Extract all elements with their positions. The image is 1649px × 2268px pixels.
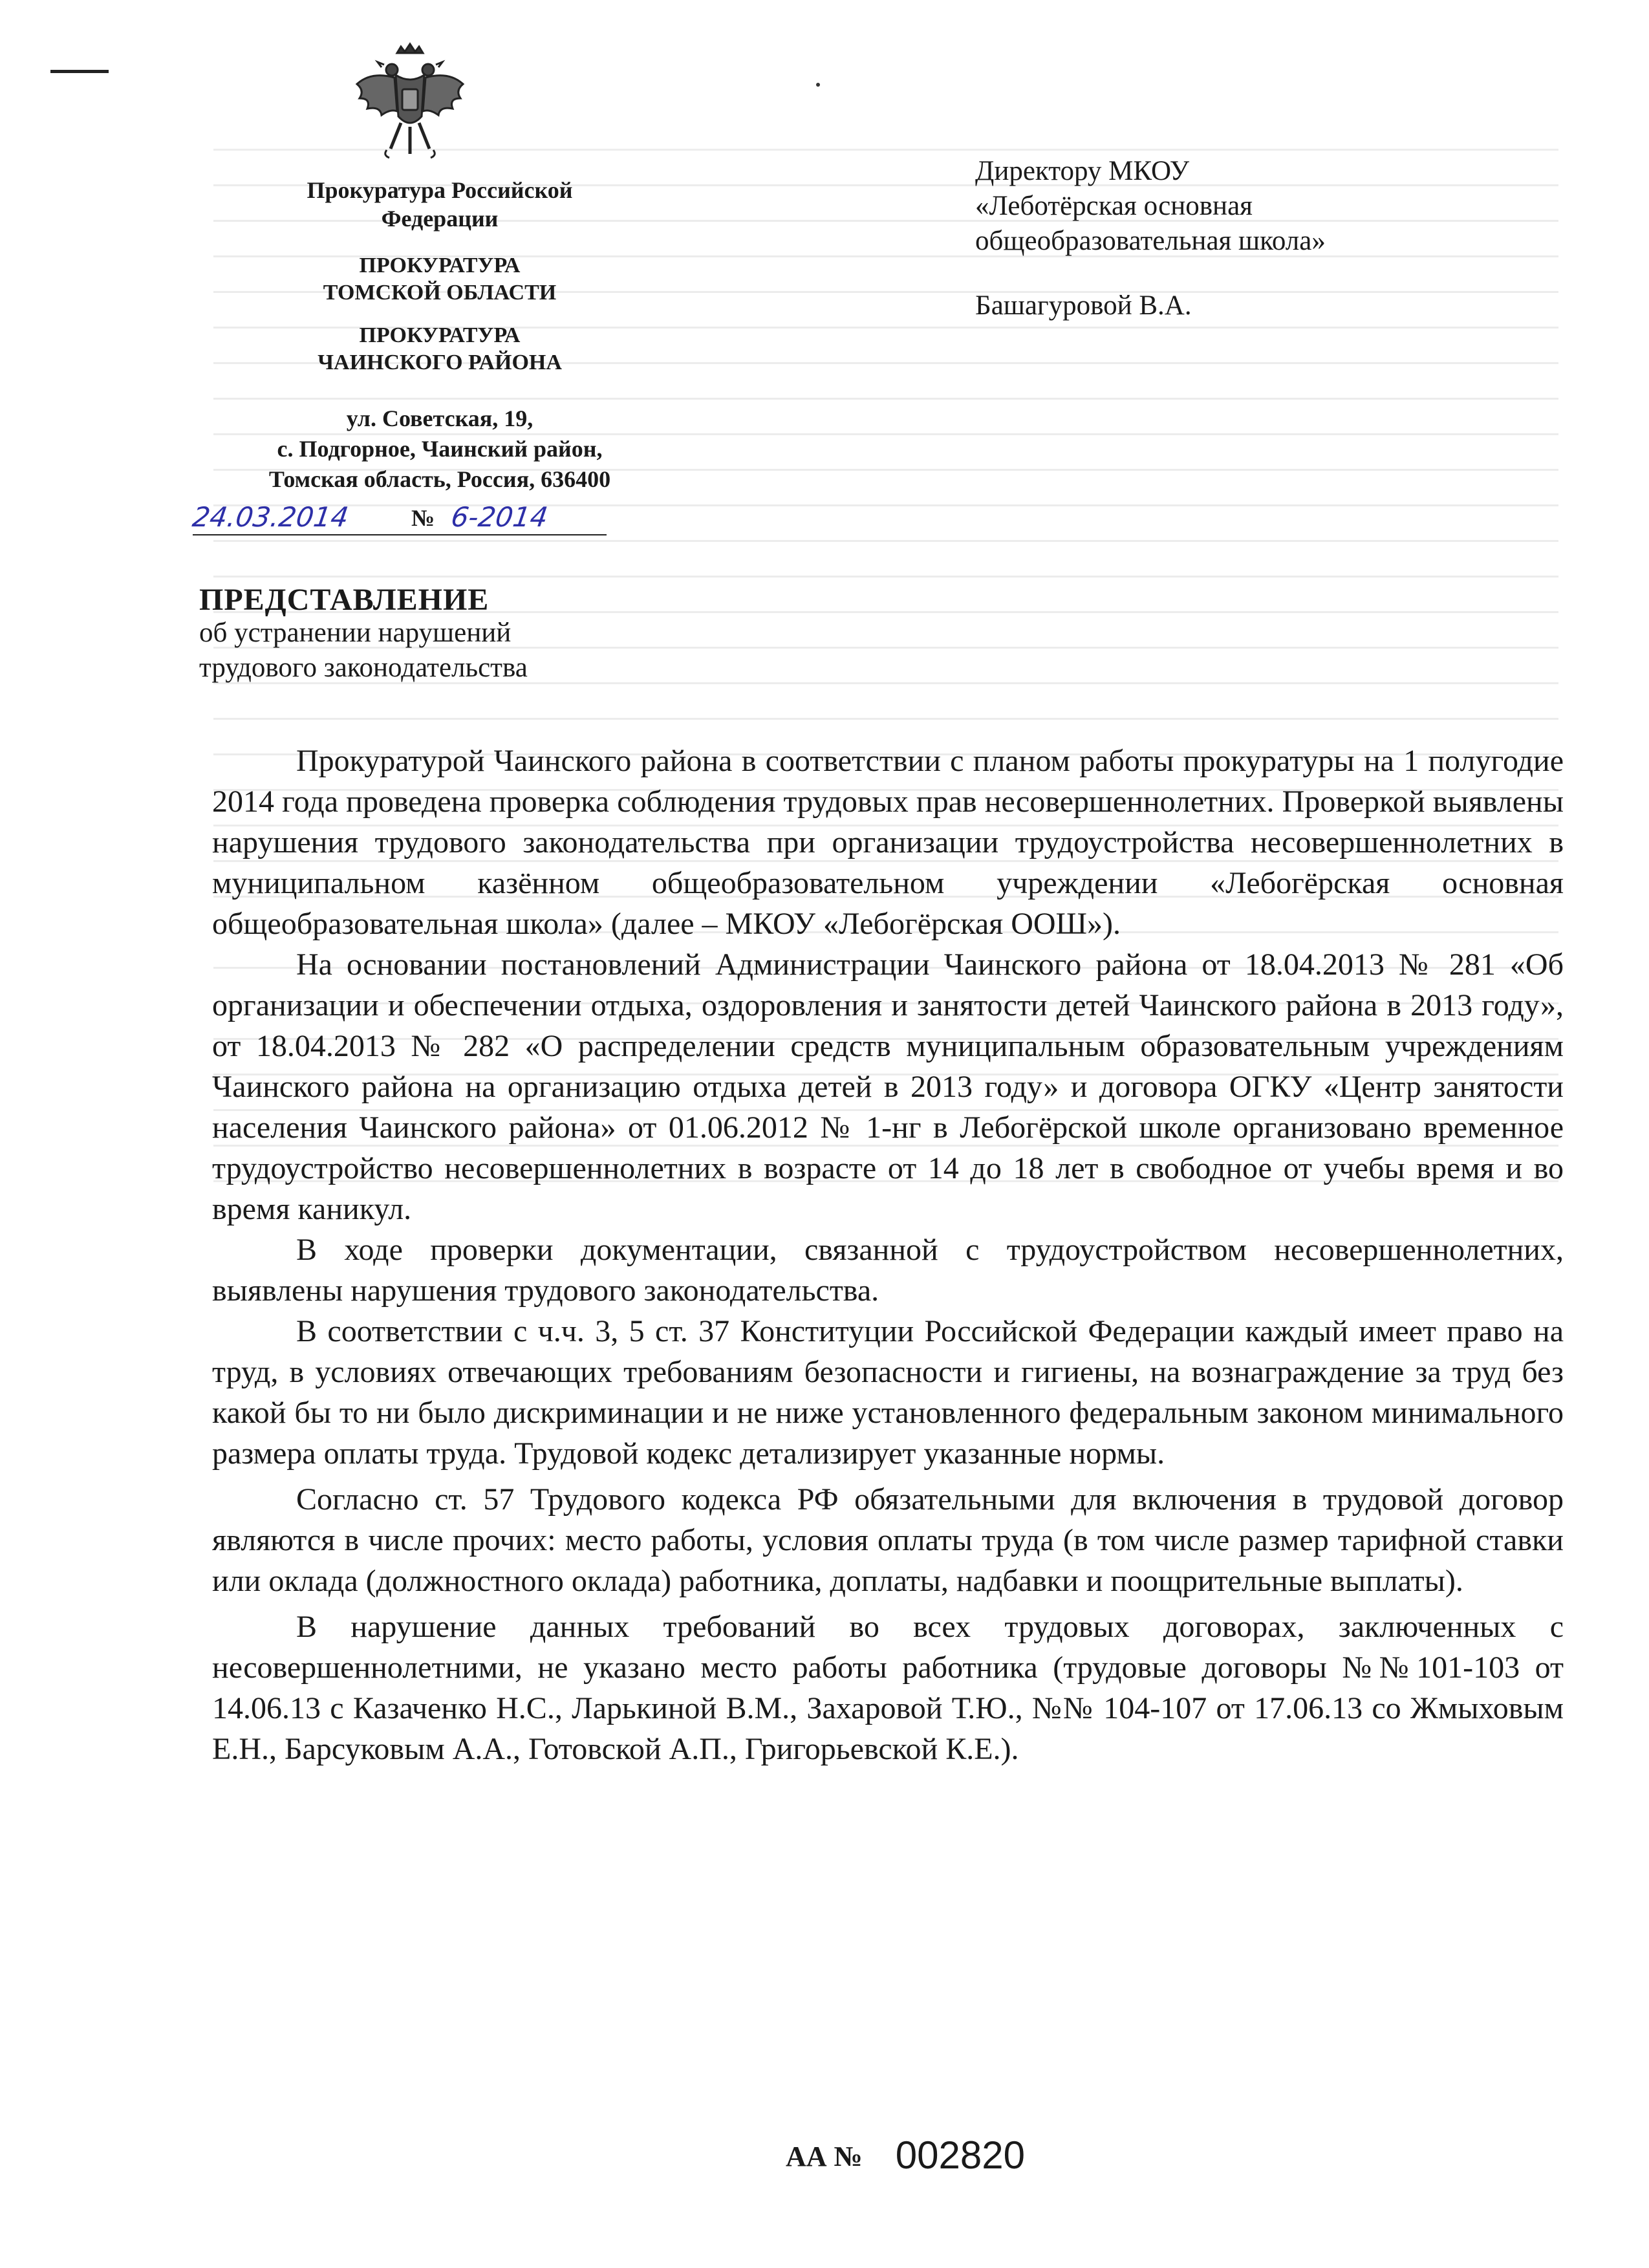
organization-name <box>194 176 685 233</box>
org-line: ТОМСКОЙ ОБЛАСТИ <box>323 281 557 305</box>
addressee-line: «Леботёрская основная <box>975 191 1253 221</box>
number-sign: № <box>411 505 435 531</box>
form-serial-label: АА № <box>786 2141 863 2172</box>
addressee-block <box>975 154 1596 323</box>
speck <box>816 83 820 87</box>
body-paragraph: В нарушение данных требований во всех трудовых договорах, заключенных с несовершеннолетними, не указано место работы работника (трудовые договоры №№101-103 от 14.06.13 с Казаченко Н.С., Ларькиной В.М., Захаровой Т.Ю., №№ 104-107 от 17.06.13 со Жмыховым Е.Н., Барсуковым А.А., Готовской А.П., Григорьевской К.Е.). <box>212 1610 1564 1766</box>
registration-line <box>190 497 607 535</box>
address-line: с. Подгорное, Чаинский район, <box>277 436 603 462</box>
form-serial-value: 002820 <box>895 2133 1025 2177</box>
document-subtitle <box>199 616 781 686</box>
document-title: ПРЕДСТАВЛЕНИЕ <box>199 583 490 617</box>
handwritten-registration-date: 24.03.2014 <box>190 501 350 533</box>
org-line: ЧАИНСКОГО РАЙОНА <box>318 351 562 374</box>
district-office-name <box>194 322 685 376</box>
address-line: Томская область, Россия, 636400 <box>268 466 611 492</box>
pen-mark <box>50 70 109 73</box>
org-line: ПРОКУРАТУРА <box>359 254 521 277</box>
russian-coat-of-arms-icon <box>345 39 475 168</box>
org-line: ПРОКУРАТУРА <box>359 323 521 347</box>
org-line: Прокуратура Российской <box>307 177 573 203</box>
body-paragraph: В ходе проверки документации, связанной с трудоустройством несовершеннолетних, выявлены нарушения трудового законодательства. <box>212 1233 1564 1308</box>
address-line: ул. Советская, 19, <box>346 405 534 431</box>
body-paragraph: Согласно ст. 57 Трудового кодекса РФ обязательными для включения в трудовой договор являются в числе прочих: место работы, условия оплаты труда (в том числе размер тарифной ставки или оклада (должностного оклада) работника, доплаты, надбавки и поощрительные выплаты). <box>212 1482 1564 1598</box>
office-address <box>194 404 685 495</box>
subtitle-line: трудового законодательства <box>199 653 528 683</box>
handwritten-registration-number: 6-2014 <box>449 501 550 533</box>
regional-office-name <box>194 252 685 307</box>
body-paragraph: На основании постановлений Администрации Чаинского района от 18.04.2013 № 281 «Об организации и обеспечении отдыха, оздоровления и занятости детей Чаинского района в 2013 году», от 18.04.2013 № 282 «О распределении средств муниципальным образовательным учреждениям Чаинского района на организацию отдыха детей в 2013 году» и договора ОГКУ «Центр занятости населения Чаинского района» от 01.06.2012 № 1-нг в Лебогёрской школе организовано временное трудоустройство несовершеннолетних в возрасте от 14 до 18 лет в свободное от учебы время и во время каникул. <box>212 947 1564 1226</box>
addressee-line: Директору МКОУ <box>975 156 1190 186</box>
addressee-line: общеобразовательная школа» <box>975 226 1326 256</box>
body-paragraph: В соответствии с ч.ч. 3, 5 ст. 37 Конституции Российской Федерации каждый имеет право на труд, в условиях отвечающих требованиям безопасности и гигиены, на вознаграждение за труд без какой бы то ни было дискриминации и не ниже установленного федеральным законом минимального размера оплаты труда. Трудовой кодекс детализирует указанные нормы. <box>212 1314 1564 1471</box>
document-body <box>212 740 1564 1769</box>
addressee-name: Башагуровой В.А. <box>975 290 1192 321</box>
org-line: Федерации <box>381 206 499 232</box>
body-paragraph: Прокуратурой Чаинского района в соответствии с планом работы прокуратуры на 1 полугодие 2014 года проведена проверка соблюдения трудовых прав несовершеннолетних. Проверкой выявлены нарушения трудового законодательства при организации трудоустройства несовершеннолетних в муниципальном казённом общеобразовательном учреждении «Лебогёрская основная общеобразовательная школа» (далее – МКОУ «Лебогёрская ООШ»). <box>212 744 1564 941</box>
form-serial-number <box>786 2133 1025 2177</box>
subtitle-line: об устранении нарушений <box>199 618 512 648</box>
